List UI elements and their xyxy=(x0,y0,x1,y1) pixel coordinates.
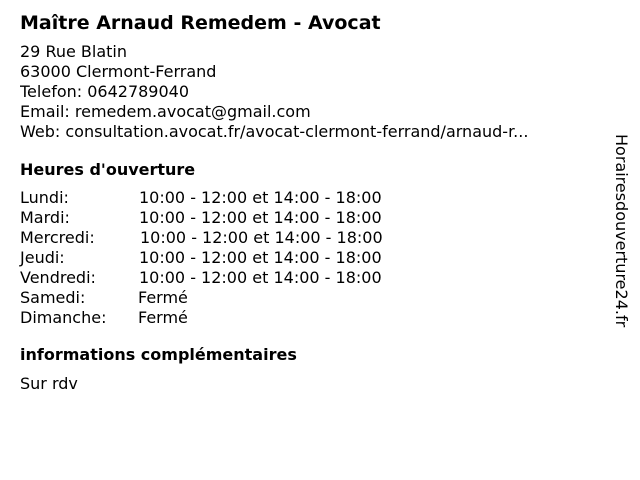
day-label: Dimanche: xyxy=(20,308,107,327)
info-text: Sur rdv xyxy=(20,374,78,393)
email-line[interactable]: Email: remedem.avocat@gmail.com xyxy=(20,102,311,121)
day-label: Jeudi: xyxy=(20,248,65,267)
watermark xyxy=(608,134,632,370)
hours-row-lundi xyxy=(20,188,600,208)
hours-row-jeudi xyxy=(20,248,600,268)
day-hours: 10:00 - 12:00 et 14:00 - 18:00 xyxy=(139,208,382,227)
hours-row-vendredi xyxy=(20,268,600,288)
address-city: 63000 Clermont-Ferrand xyxy=(20,62,217,81)
hours-row-dimanche xyxy=(20,308,600,328)
hours-row-mardi xyxy=(20,208,600,228)
business-card xyxy=(20,10,600,394)
business-title: Maître Arnaud Remedem - Avocat xyxy=(20,12,381,34)
day-hours: 10:00 - 12:00 et 14:00 - 18:00 xyxy=(139,188,382,207)
hours-row-samedi xyxy=(20,288,600,308)
day-hours: Fermé xyxy=(138,288,188,307)
info-heading: informations complémentaires xyxy=(20,345,297,364)
address-street: 29 Rue Blatin xyxy=(20,42,127,61)
day-hours: 10:00 - 12:00 et 14:00 - 18:00 xyxy=(139,248,382,267)
web-line[interactable]: Web: consultation.avocat.fr/avocat-clermont-ferrand/arnaud-r... xyxy=(20,122,529,141)
day-label: Lundi: xyxy=(20,188,69,207)
day-label: Mardi: xyxy=(20,208,70,227)
phone-line[interactable]: Telefon: 0642789040 xyxy=(20,82,190,101)
watermark-text: Horairesdouverture24.fr xyxy=(612,134,631,328)
hours-row-mercredi xyxy=(20,228,600,248)
day-hours: Fermé xyxy=(138,308,188,327)
day-label: Vendredi: xyxy=(20,268,96,287)
day-label: Mercredi: xyxy=(20,228,95,247)
day-hours: 10:00 - 12:00 et 14:00 - 18:00 xyxy=(140,228,383,247)
hours-heading: Heures d'ouverture xyxy=(20,160,196,179)
day-hours: 10:00 - 12:00 et 14:00 - 18:00 xyxy=(139,268,382,287)
day-label: Samedi: xyxy=(20,288,86,307)
